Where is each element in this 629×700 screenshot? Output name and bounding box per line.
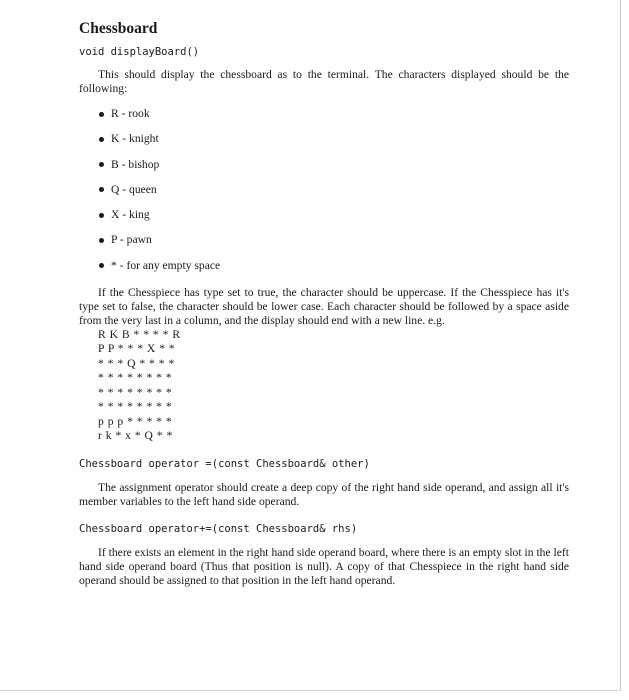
- board-example-row: p p p * * * * *: [98, 414, 173, 428]
- list-item: K - knight: [99, 132, 569, 157]
- bullet-icon: [99, 213, 104, 218]
- display-board-signature: void displayBoard(): [79, 46, 200, 58]
- list-item: Q - queen: [99, 183, 569, 208]
- assignment-operator-description: The assignment operator should create a deep copy of the right hand side operand, and assign all it's member variables to the left hand side operand.: [79, 481, 569, 509]
- board-example-row: * * * * * * * *: [98, 371, 173, 385]
- bullet-icon: [99, 263, 104, 268]
- document-content: [79, 18, 569, 588]
- page-bottom-edge: [0, 690, 621, 691]
- list-item: * - for any empty space: [99, 259, 569, 284]
- bullet-icon: [99, 137, 104, 142]
- page-edge: [620, 0, 621, 690]
- list-item: B - bishop: [99, 158, 569, 183]
- assignment-operator-signature: Chessboard operator =(const Chessboard& other): [79, 458, 370, 471]
- list-item: X - king: [99, 208, 569, 233]
- list-item: R - rook: [99, 107, 569, 132]
- bullet-icon: [99, 162, 104, 167]
- board-example-row: P P * * * X * *: [98, 342, 176, 356]
- bullet-icon: [99, 112, 104, 117]
- section-title: Chessboard: [79, 20, 158, 37]
- plus-equals-operator-description: If there exists an element in the right hand side operand board, where there is an empty slot in the left hand side operand board (Thus that position is null). A copy of that Chesspiece in the right hand side operand should be assigned to that position in the left hand operand.: [79, 546, 569, 588]
- board-example-row: R K B * * * * R: [98, 328, 181, 342]
- plus-equals-operator-signature: Chessboard operator+=(const Chessboard& rhs): [79, 523, 358, 536]
- list-item: P - pawn: [99, 233, 569, 258]
- bullet-icon: [99, 238, 104, 243]
- board-example-row: * * * Q * * * *: [98, 356, 175, 370]
- board-example: [98, 328, 569, 443]
- bullet-icon: [99, 187, 104, 192]
- display-board-description: This should display the chessboard as to the terminal. The characters displayed should be the following:: [79, 68, 569, 95]
- board-example-row: * * * * * * * *: [98, 400, 173, 414]
- piece-legend-list: [79, 107, 569, 284]
- board-example-row: * * * * * * * *: [98, 385, 173, 399]
- case-rule-description: If the Chesspiece has type set to true, the character should be uppercase. If the Chesspiece has it's type set to false, the character should be lower case. Each character should be followed by a space aside from the very last in a column, and the display should end with a new line. e.g.: [79, 286, 569, 328]
- board-example-row: r k * x * Q * *: [98, 428, 173, 442]
